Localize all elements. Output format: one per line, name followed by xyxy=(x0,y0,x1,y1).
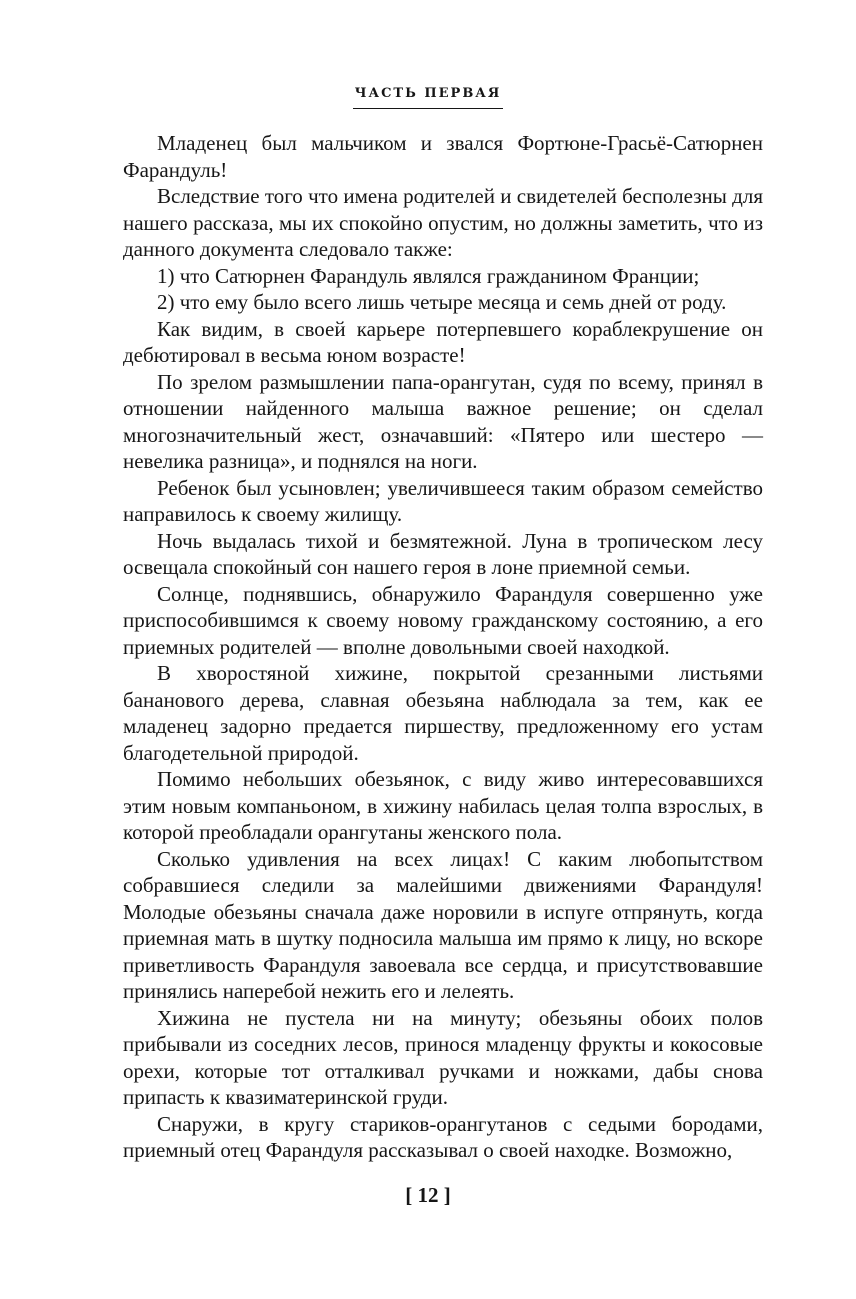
paragraph: Солнце, поднявшись, обнаружило Фарандуля совершенно уже приспособившимся к своему новому гражданскому состоянию, а его приемных родителей — вполне довольными своей находкой. xyxy=(123,581,763,659)
paragraph: Как видим, в своей карьере потерпевшего кораблекрушение он дебютировал в весьма юном возрасте! xyxy=(123,316,763,367)
paragraph: Ребенок был усыновлен; увеличившееся таким образом семейство направилось к своему жилищу. xyxy=(123,475,763,526)
paragraph: Хижина не пустела ни на минуту; обезьяны обоих полов прибывали из соседних лесов, принося младенцу фрукты и кокосовые орехи, которые тот отталкивал ручками и ножками, дабы снова припасть к квазиматеринской груди. xyxy=(123,1005,763,1109)
paragraph: Сколько удивления на всех лицах! С каким любопытством собравшиеся следили за малейшими движениями Фарандуля! Молодые обезьяны сначала даже норовили в испуге отпрянуть, когда приемная мать в шутку подносила малыша им прямо к лицу, но вскоре приветливость Фарандуля завоевала все сердца, и присутствовавшие принялись наперебой нежить его и лелеять. xyxy=(123,846,763,1003)
paragraph: Младенец был мальчиком и звался Фортюне-Грасьё-Сатюрнен Фарандуль! xyxy=(123,131,763,182)
running-header xyxy=(0,82,856,109)
paragraph: 1) что Сатюрнен Фарандуль являлся гражданином Франции; xyxy=(157,263,700,288)
header-rule xyxy=(353,108,503,109)
page-number: [ 12 ] xyxy=(405,1183,451,1207)
paragraph: По зрелом размышлении папа-орангутан, судя по всему, принял в отношении найденного малыша важное решение; он сделал многозначительный жест, означавший: «Пятеро или шестеро — невелика разница», и поднялся на ноги. xyxy=(123,369,763,473)
page-body xyxy=(123,130,763,1164)
paragraph: Помимо небольших обезьянок, с виду живо интересовавшихся этим новым компаньоном, в хижину набилась целая толпа взрослых, в которой преобладали орангутаны женского пола. xyxy=(123,767,763,844)
paragraph: Ночь выдалась тихой и безмятежной. Луна в тропическом лесу освещала спокойный сон нашего героя в лоне приемной семьи. xyxy=(123,528,763,579)
running-header-title: ЧАСТЬ ПЕРВАЯ xyxy=(354,86,502,101)
paragraph: Вследствие того что имена родителей и свидетелей бесполезны для нашего рассказа, мы их спокойно опустим, но должны заметить, что из данного документа следовало также: xyxy=(123,184,763,261)
paragraph: Снаружи, в кругу стариков-орангутанов с седыми бородами, приемный отец Фарандуля рассказывал о своей находке. Возможно, xyxy=(123,1111,763,1162)
paragraph: В хворостяной хижине, покрытой срезанными листьями бананового дерева, славная обезьяна наблюдала за тем, как ее младенец задорно предается пиршеству, предложенному его устам благодетельной природой. xyxy=(123,661,763,765)
paragraph: 2) что ему было всего лишь четыре месяца и семь дней от роду. xyxy=(157,290,727,314)
